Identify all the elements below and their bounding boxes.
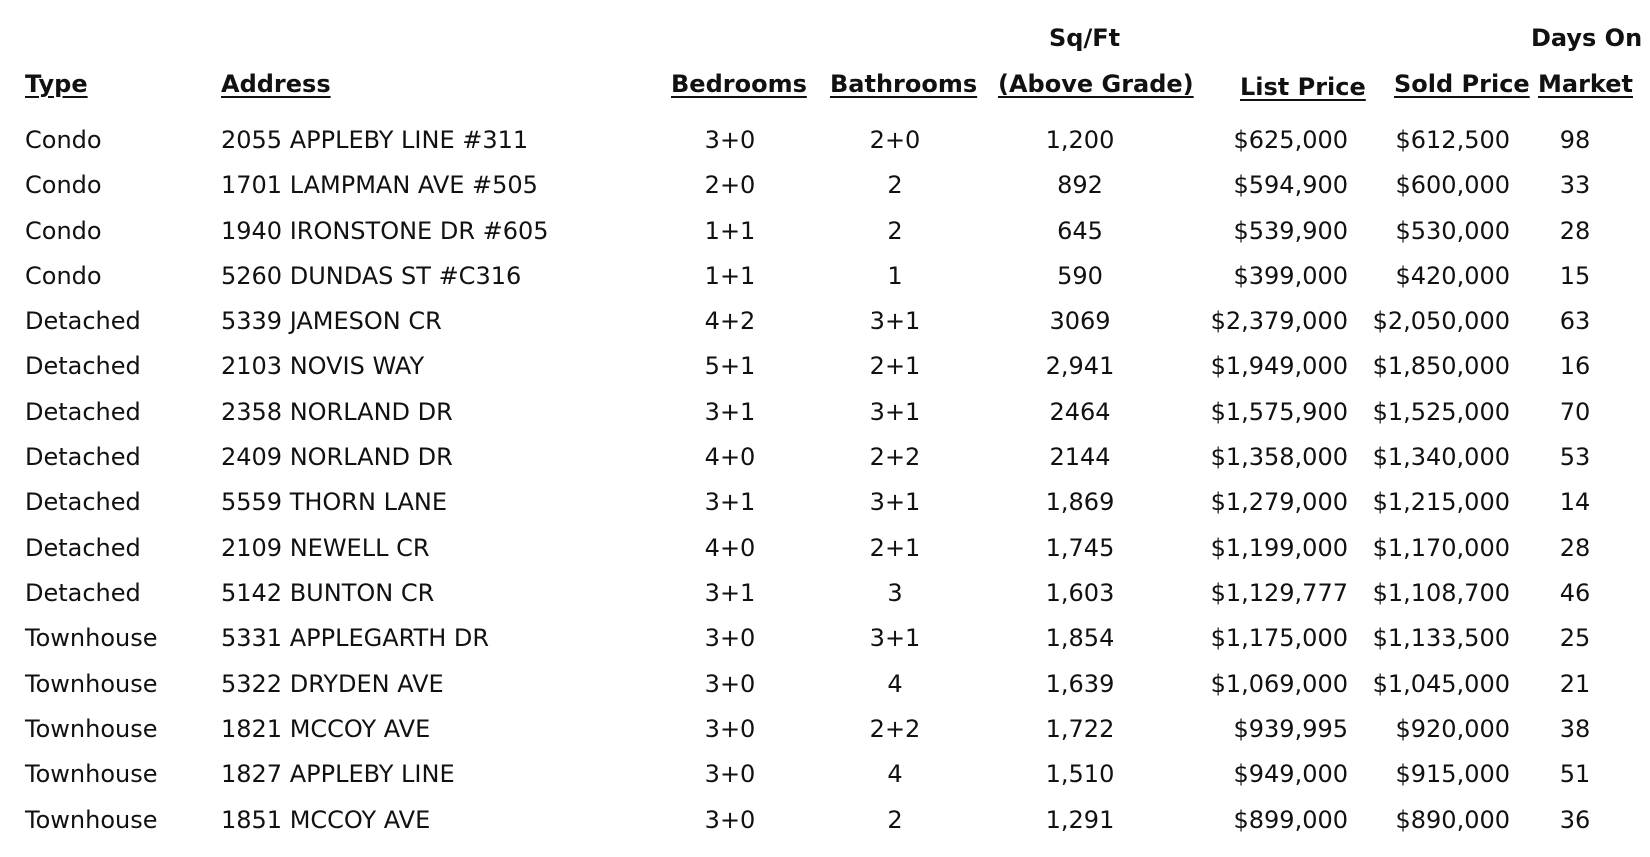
header-sold-price: Sold Price: [1394, 70, 1530, 98]
cell-list-price: $2,379,000: [1210, 307, 1348, 335]
cell-list-price: $539,900: [1233, 217, 1348, 245]
cell-list-price: $939,995: [1233, 715, 1348, 743]
cell-sqft: 1,869: [1045, 488, 1115, 516]
cell-sqft: 1,291: [1045, 806, 1115, 834]
cell-address: 2103 NOVIS WAY: [221, 352, 425, 380]
cell-bathrooms: 2+1: [869, 534, 921, 562]
cell-sqft: 590: [1057, 262, 1103, 290]
table-row: [0, 805, 1650, 850]
cell-address: 5331 APPLEGARTH DR: [221, 624, 490, 652]
cell-bedrooms: 3+1: [704, 579, 756, 607]
cell-address: 1821 MCCOY AVE: [221, 715, 431, 743]
cell-days-on-market: 51: [1559, 760, 1591, 788]
table-row: [0, 442, 1650, 487]
cell-bathrooms: 2: [887, 806, 903, 834]
cell-days-on-market: 63: [1559, 307, 1591, 335]
cell-bedrooms: 5+1: [704, 352, 756, 380]
cell-sqft: 3069: [1049, 307, 1111, 335]
cell-days-on-market: 98: [1559, 126, 1591, 154]
table-row: [0, 397, 1650, 442]
cell-address: 1851 MCCOY AVE: [221, 806, 431, 834]
cell-bathrooms: 2+1: [869, 352, 921, 380]
cell-list-price: $949,000: [1233, 760, 1348, 788]
header-dom-line2: Market: [1538, 70, 1633, 98]
cell-bathrooms: 3: [887, 579, 903, 607]
cell-list-price: $1,575,900: [1210, 398, 1348, 426]
cell-days-on-market: 33: [1559, 171, 1591, 199]
cell-bathrooms: 4: [887, 670, 903, 698]
table-row: [0, 351, 1650, 396]
cell-sqft: 892: [1057, 171, 1103, 199]
cell-bathrooms: 2: [887, 171, 903, 199]
header-sqft-line2: (Above Grade): [998, 70, 1194, 98]
cell-bedrooms: 3+0: [704, 126, 756, 154]
header-address: Address: [221, 70, 331, 98]
table-row: [0, 714, 1650, 759]
cell-bedrooms: 4+2: [704, 307, 756, 335]
header-bathrooms: Bathrooms: [830, 70, 978, 98]
header-sqft-line1: Sq/Ft: [1049, 24, 1121, 52]
cell-days-on-market: 38: [1559, 715, 1591, 743]
cell-list-price: $1,279,000: [1210, 488, 1348, 516]
cell-list-price: $594,900: [1233, 171, 1348, 199]
cell-bedrooms: 3+0: [704, 760, 756, 788]
cell-days-on-market: 21: [1559, 670, 1591, 698]
cell-sqft: 645: [1057, 217, 1103, 245]
cell-address: 5339 JAMESON CR: [221, 307, 442, 335]
cell-list-price: $1,129,777: [1210, 579, 1348, 607]
cell-address: 1827 APPLEBY LINE: [221, 760, 455, 788]
cell-sqft: 1,200: [1045, 126, 1115, 154]
cell-type: Townhouse: [25, 806, 158, 834]
header-type: Type: [25, 70, 88, 98]
cell-type: Detached: [25, 307, 141, 335]
cell-bedrooms: 1+1: [704, 262, 756, 290]
cell-type: Detached: [25, 443, 141, 471]
table-row: [0, 216, 1650, 261]
cell-sqft: 1,854: [1045, 624, 1115, 652]
cell-days-on-market: 70: [1559, 398, 1591, 426]
cell-type: Townhouse: [25, 715, 158, 743]
cell-bedrooms: 2+0: [704, 171, 756, 199]
table-row: [0, 306, 1650, 351]
cell-days-on-market: 28: [1559, 217, 1591, 245]
cell-bathrooms: 2: [887, 217, 903, 245]
cell-address: 5260 DUNDAS ST #C316: [221, 262, 522, 290]
cell-bedrooms: 3+1: [704, 488, 756, 516]
cell-type: Detached: [25, 579, 141, 607]
cell-bedrooms: 3+0: [704, 624, 756, 652]
cell-sold-price: $1,340,000: [1372, 443, 1510, 471]
cell-sold-price: $420,000: [1395, 262, 1510, 290]
cell-sold-price: $1,525,000: [1372, 398, 1510, 426]
cell-sqft: 1,510: [1045, 760, 1115, 788]
cell-list-price: $899,000: [1233, 806, 1348, 834]
cell-sqft: 2144: [1049, 443, 1111, 471]
cell-days-on-market: 53: [1559, 443, 1591, 471]
cell-list-price: $399,000: [1233, 262, 1348, 290]
cell-days-on-market: 14: [1559, 488, 1591, 516]
cell-bathrooms: 3+1: [869, 307, 921, 335]
cell-sold-price: $530,000: [1395, 217, 1510, 245]
cell-bedrooms: 1+1: [704, 217, 756, 245]
cell-address: 2055 APPLEBY LINE #311: [221, 126, 529, 154]
cell-bedrooms: 4+0: [704, 443, 756, 471]
table-row: [0, 759, 1650, 804]
cell-list-price: $625,000: [1233, 126, 1348, 154]
cell-sold-price: $612,500: [1395, 126, 1510, 154]
cell-list-price: $1,199,000: [1210, 534, 1348, 562]
cell-address: 1940 IRONSTONE DR #605: [221, 217, 549, 245]
cell-type: Condo: [25, 217, 102, 245]
cell-type: Townhouse: [25, 760, 158, 788]
cell-list-price: $1,949,000: [1210, 352, 1348, 380]
table-row: [0, 623, 1650, 668]
cell-bathrooms: 3+1: [869, 488, 921, 516]
cell-days-on-market: 46: [1559, 579, 1591, 607]
cell-address: 2109 NEWELL CR: [221, 534, 430, 562]
cell-sold-price: $920,000: [1395, 715, 1510, 743]
cell-sqft: 2,941: [1045, 352, 1115, 380]
cell-sold-price: $1,045,000: [1372, 670, 1510, 698]
cell-address: 1701 LAMPMAN AVE #505: [221, 171, 538, 199]
cell-days-on-market: 28: [1559, 534, 1591, 562]
table-row: [0, 487, 1650, 532]
cell-sold-price: $1,215,000: [1372, 488, 1510, 516]
cell-bathrooms: 3+1: [869, 624, 921, 652]
cell-address: 5322 DRYDEN AVE: [221, 670, 444, 698]
cell-type: Townhouse: [25, 624, 158, 652]
cell-type: Detached: [25, 352, 141, 380]
cell-bathrooms: 4: [887, 760, 903, 788]
cell-sold-price: $1,133,500: [1372, 624, 1510, 652]
cell-sqft: 1,639: [1045, 670, 1115, 698]
cell-bedrooms: 3+0: [704, 715, 756, 743]
header-bedrooms: Bedrooms: [671, 70, 807, 98]
cell-days-on-market: 36: [1559, 806, 1591, 834]
cell-bathrooms: 2+0: [869, 126, 921, 154]
cell-sold-price: $1,108,700: [1372, 579, 1510, 607]
cell-sold-price: $2,050,000: [1372, 307, 1510, 335]
cell-bathrooms: 2+2: [869, 715, 921, 743]
cell-address: 2358 NORLAND DR: [221, 398, 453, 426]
cell-sold-price: $1,850,000: [1372, 352, 1510, 380]
cell-address: 5559 THORN LANE: [221, 488, 448, 516]
cell-bedrooms: 3+1: [704, 398, 756, 426]
cell-list-price: $1,358,000: [1210, 443, 1348, 471]
cell-sqft: 1,745: [1045, 534, 1115, 562]
cell-bedrooms: 3+0: [704, 806, 756, 834]
cell-address: 2409 NORLAND DR: [221, 443, 453, 471]
cell-days-on-market: 15: [1559, 262, 1591, 290]
cell-sold-price: $1,170,000: [1372, 534, 1510, 562]
cell-bedrooms: 4+0: [704, 534, 756, 562]
cell-list-price: $1,069,000: [1210, 670, 1348, 698]
cell-sold-price: $915,000: [1395, 760, 1510, 788]
cell-type: Detached: [25, 488, 141, 516]
cell-type: Condo: [25, 171, 102, 199]
cell-days-on-market: 25: [1559, 624, 1591, 652]
cell-bathrooms: 2+2: [869, 443, 921, 471]
table-row: [0, 170, 1650, 215]
cell-sold-price: $890,000: [1395, 806, 1510, 834]
table-row: [0, 669, 1650, 714]
table-row: [0, 533, 1650, 578]
cell-sqft: 1,722: [1045, 715, 1115, 743]
cell-type: Condo: [25, 262, 102, 290]
cell-sqft: 1,603: [1045, 579, 1115, 607]
cell-bathrooms: 1: [887, 262, 903, 290]
header-dom-line1: Days On: [1531, 24, 1643, 52]
cell-sqft: 2464: [1049, 398, 1111, 426]
cell-address: 5142 BUNTON CR: [221, 579, 435, 607]
table-row: [0, 125, 1650, 170]
cell-days-on-market: 16: [1559, 352, 1591, 380]
cell-type: Detached: [25, 534, 141, 562]
table-row: [0, 261, 1650, 306]
cell-list-price: $1,175,000: [1210, 624, 1348, 652]
cell-sold-price: $600,000: [1395, 171, 1510, 199]
cell-type: Detached: [25, 398, 141, 426]
cell-type: Townhouse: [25, 670, 158, 698]
cell-bedrooms: 3+0: [704, 670, 756, 698]
cell-type: Condo: [25, 126, 102, 154]
header-list-price: List Price: [1240, 73, 1366, 101]
cell-bathrooms: 3+1: [869, 398, 921, 426]
table-row: [0, 578, 1650, 623]
